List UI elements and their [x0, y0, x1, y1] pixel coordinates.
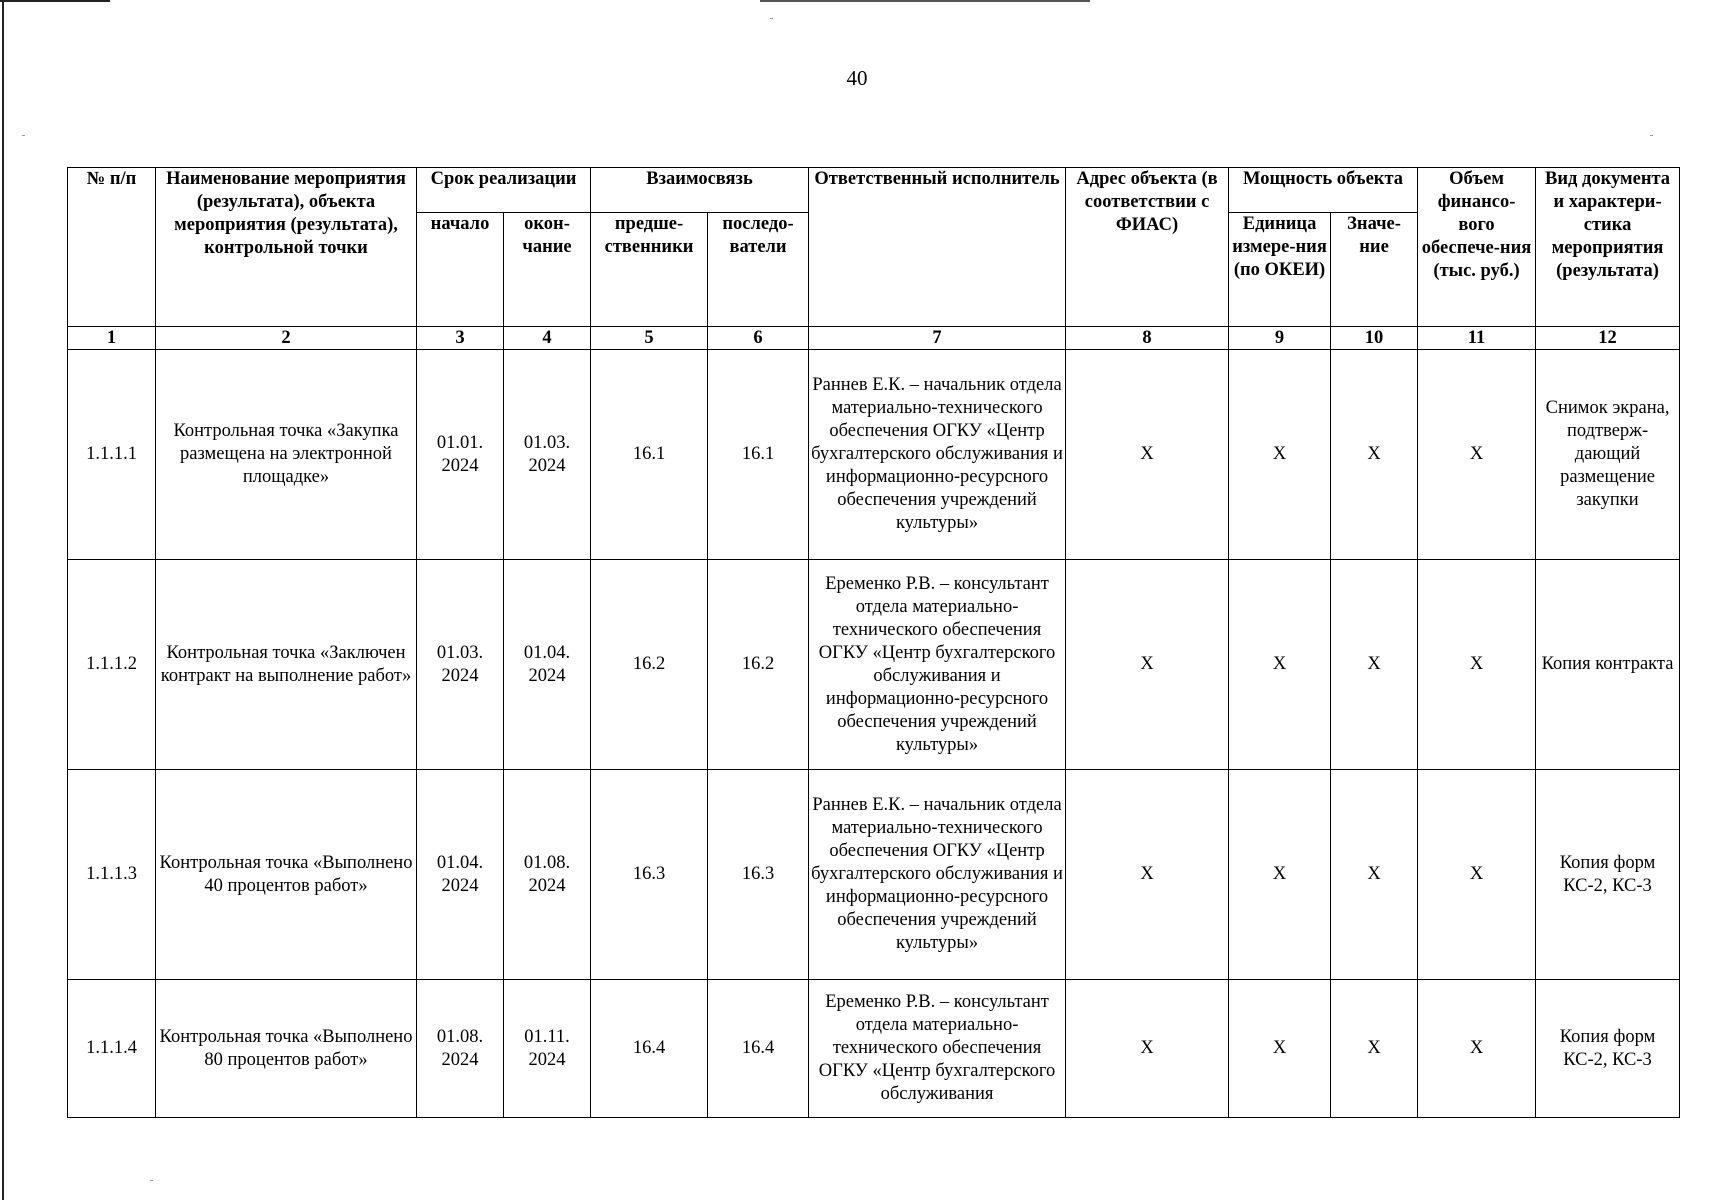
- header-term: Срок реализации: [417, 168, 591, 213]
- row-responsible: Раннев Е.К. – начальник отдела материально-технического обеспечения ОГКУ «Центр бухгалтерского обслуживания и информационно-ресурсного обеспечения учреждений культуры»: [809, 350, 1066, 560]
- scan-speck: [150, 1180, 153, 1181]
- scan-edge-left: [2, 0, 4, 1200]
- row-end: 01.11. 2024: [504, 980, 591, 1118]
- row-name: Контрольная точка «Заключен контракт на выполнение работ»: [156, 560, 417, 770]
- row-number: 1.1.1.3: [68, 770, 156, 980]
- row-name: Контрольная точка «Выполнено 40 процентов работ»: [156, 770, 417, 980]
- row-number: 1.1.1.4: [68, 980, 156, 1118]
- header-finance: Объем финансо-вого обеспече-ния (тыс. руб.): [1418, 168, 1536, 327]
- row-document: Копия форм КС-2, КС-3: [1536, 980, 1680, 1118]
- column-number: 4: [504, 327, 591, 350]
- row-value: Х: [1331, 350, 1418, 560]
- row-successors: 16.1: [708, 350, 809, 560]
- header-address: Адрес объекта (в соответствии с ФИАС): [1066, 168, 1229, 327]
- table-row: [68, 770, 1680, 980]
- header-end: окон-чание: [504, 213, 591, 327]
- scan-speck: [1650, 135, 1653, 136]
- column-number: 2: [156, 327, 417, 350]
- column-number: 6: [708, 327, 809, 350]
- row-predecessors: 16.2: [591, 560, 708, 770]
- row-start: 01.04. 2024: [417, 770, 504, 980]
- row-end: 01.08. 2024: [504, 770, 591, 980]
- row-predecessors: 16.4: [591, 980, 708, 1118]
- row-document: Снимок экрана, подтверж-дающий размещение закупки: [1536, 350, 1680, 560]
- row-end: 01.03. 2024: [504, 350, 591, 560]
- row-number: 1.1.1.1: [68, 350, 156, 560]
- row-predecessors: 16.1: [591, 350, 708, 560]
- header-unit: Единица измере-ния (по ОКЕИ): [1229, 213, 1331, 327]
- row-document: Копия контракта: [1536, 560, 1680, 770]
- column-number: 10: [1331, 327, 1418, 350]
- row-name: Контрольная точка «Закупка размещена на электронной площадке»: [156, 350, 417, 560]
- column-number: 11: [1418, 327, 1536, 350]
- column-number: 9: [1229, 327, 1331, 350]
- column-number: 8: [1066, 327, 1229, 350]
- row-value: Х: [1331, 770, 1418, 980]
- header-predecessors: предше-ственники: [591, 213, 708, 327]
- row-finance: Х: [1418, 770, 1536, 980]
- header-power: Мощность объекта: [1229, 168, 1418, 213]
- table-row: [68, 560, 1680, 770]
- header-start: начало: [417, 213, 504, 327]
- row-predecessors: 16.3: [591, 770, 708, 980]
- table-row: [68, 980, 1680, 1118]
- row-address: Х: [1066, 560, 1229, 770]
- header-name: Наименование мероприятия (результата), объекта мероприятия (результата), контрольной точки: [156, 168, 417, 327]
- row-address: Х: [1066, 350, 1229, 560]
- row-value: Х: [1331, 980, 1418, 1118]
- row-value: Х: [1331, 560, 1418, 770]
- column-number: 1: [68, 327, 156, 350]
- row-start: 01.03. 2024: [417, 560, 504, 770]
- row-document: Копия форм КС-2, КС-3: [1536, 770, 1680, 980]
- row-unit: Х: [1229, 770, 1331, 980]
- column-number: 7: [809, 327, 1066, 350]
- row-finance: Х: [1418, 560, 1536, 770]
- scan-speck: [22, 135, 25, 136]
- row-unit: Х: [1229, 980, 1331, 1118]
- row-name: Контрольная точка «Выполнено 80 процентов работ»: [156, 980, 417, 1118]
- header-value: Значе-ние: [1331, 213, 1418, 327]
- row-unit: Х: [1229, 350, 1331, 560]
- column-number: 12: [1536, 327, 1680, 350]
- header-row-1: [68, 168, 1680, 213]
- control-points-table: [67, 167, 1680, 1118]
- row-successors: 16.3: [708, 770, 809, 980]
- row-responsible: Еременко Р.В. – консультант отдела материально-технического обеспечения ОГКУ «Центр бухгалтерского обслуживания и информационно-ресурсного обеспечения учреждений культуры»: [809, 560, 1066, 770]
- row-unit: Х: [1229, 560, 1331, 770]
- column-number-row: [68, 327, 1680, 350]
- header-document: Вид документа и характери-стика мероприятия (результата): [1536, 168, 1680, 327]
- header-successors: последо-ватели: [708, 213, 809, 327]
- row-responsible: Раннев Е.К. – начальник отдела материально-технического обеспечения ОГКУ «Центр бухгалтерского обслуживания и информационно-ресурсного обеспечения учреждений культуры»: [809, 770, 1066, 980]
- row-finance: Х: [1418, 350, 1536, 560]
- header-num: № п/п: [68, 168, 156, 327]
- row-address: Х: [1066, 770, 1229, 980]
- page-number: 40: [846, 66, 868, 90]
- header-responsible: Ответственный исполнитель: [809, 168, 1066, 327]
- row-number: 1.1.1.2: [68, 560, 156, 770]
- row-end: 01.04. 2024: [504, 560, 591, 770]
- column-number: 5: [591, 327, 708, 350]
- row-address: Х: [1066, 980, 1229, 1118]
- row-start: 01.01. 2024: [417, 350, 504, 560]
- row-start: 01.08. 2024: [417, 980, 504, 1118]
- scan-edge-top: [0, 0, 110, 2]
- row-successors: 16.2: [708, 560, 809, 770]
- row-successors: 16.4: [708, 980, 809, 1118]
- row-finance: Х: [1418, 980, 1536, 1118]
- scan-speck: [770, 18, 773, 19]
- scan-edge-top-mark: [760, 0, 1090, 2]
- header-link: Взаимосвязь: [591, 168, 809, 213]
- table-row: [68, 350, 1680, 560]
- column-number: 3: [417, 327, 504, 350]
- row-responsible: Еременко Р.В. – консультант отдела материально-технического обеспечения ОГКУ «Центр бухгалтерского обслуживания: [809, 980, 1066, 1118]
